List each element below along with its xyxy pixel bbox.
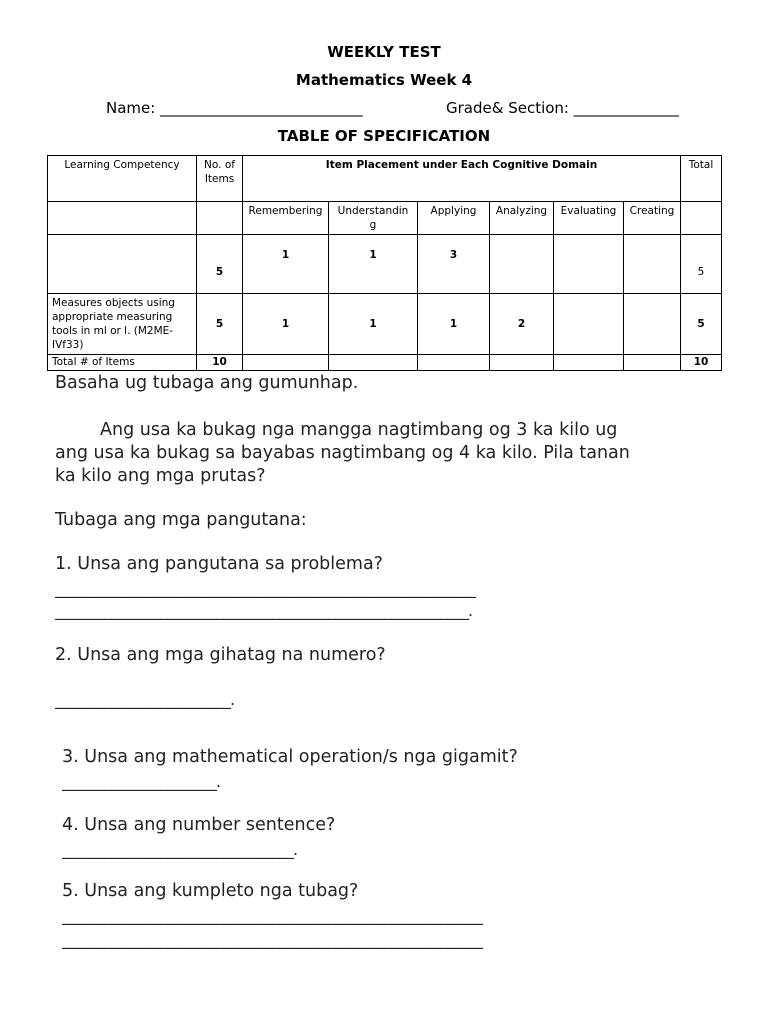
test-subtitle: Mathematics Week 4 bbox=[295, 71, 473, 89]
table-cell bbox=[681, 202, 722, 235]
answer-line: ___________________________________________________________. bbox=[55, 601, 473, 620]
domain-row bbox=[48, 202, 722, 235]
answer-line: ____________________________________________________________ bbox=[62, 906, 482, 925]
total-label: Total # of Items bbox=[48, 355, 197, 371]
header-no-of-items: No. of Items bbox=[197, 156, 243, 202]
answer-line: ____________________________________________________________ bbox=[55, 579, 475, 598]
total-total: 10 bbox=[681, 355, 722, 371]
table-cell bbox=[48, 202, 197, 235]
table-cell bbox=[554, 235, 624, 294]
question-2: 2. Unsa ang mga gihatag na numero? bbox=[55, 645, 386, 665]
table-header-row bbox=[48, 156, 722, 202]
row1-remembering: 1 bbox=[243, 235, 329, 294]
table-cell bbox=[624, 355, 681, 371]
tos-title: TABLE OF SPECIFICATION bbox=[277, 127, 491, 145]
table-cell bbox=[490, 355, 554, 371]
table-row bbox=[48, 235, 722, 294]
table-cell bbox=[554, 294, 624, 355]
table-cell bbox=[197, 202, 243, 235]
row2-items: 5 bbox=[197, 294, 243, 355]
total-items: 10 bbox=[197, 355, 243, 371]
domain-applying: Applying bbox=[418, 202, 490, 235]
row1-understanding: 1 bbox=[329, 235, 418, 294]
table-row bbox=[48, 294, 722, 355]
domain-creating: Creating bbox=[624, 202, 681, 235]
row2-remembering: 1 bbox=[243, 294, 329, 355]
word-problem-text: Ang usa ka bukag nga mangga nagtimbang og 3 ka kilo ug ang usa ka bukag sa bayabas nagtimbang og 4 ka kilo. Pila tanan ka kilo ang mga prutas? bbox=[55, 420, 630, 486]
instruction: Basaha ug tubaga ang gumunhap. bbox=[55, 373, 359, 393]
specification-table bbox=[47, 155, 722, 371]
header-total: Total bbox=[681, 156, 722, 202]
domain-remembering: Remembering bbox=[243, 202, 329, 235]
table-cell bbox=[624, 235, 681, 294]
table-cell bbox=[329, 355, 418, 371]
total-row bbox=[48, 355, 722, 371]
answer-line: ______________________. bbox=[62, 772, 221, 791]
row2-understanding: 1 bbox=[329, 294, 418, 355]
answer-line: _________________________________. bbox=[62, 840, 298, 859]
row1-applying: 3 bbox=[418, 235, 490, 294]
header-item-placement: Item Placement under Each Cognitive Domain bbox=[243, 156, 681, 202]
domain-understanding: Understandin g bbox=[329, 202, 418, 235]
row1-total: 5 bbox=[681, 235, 722, 294]
table-cell bbox=[624, 294, 681, 355]
header-competency: Learning Competency bbox=[48, 156, 197, 202]
row2-applying: 1 bbox=[418, 294, 490, 355]
table-cell bbox=[243, 355, 329, 371]
question-5: 5. Unsa ang kumpleto nga tubag? bbox=[62, 881, 359, 901]
row1-items: 5 bbox=[197, 235, 243, 294]
table-cell bbox=[418, 355, 490, 371]
row2-competency: Measures objects using appropriate measuring tools in ml or l. (M2ME-IVf33) bbox=[48, 294, 197, 355]
table-cell bbox=[490, 235, 554, 294]
table-cell bbox=[48, 235, 197, 294]
domain-analyzing: Analyzing bbox=[490, 202, 554, 235]
question-3: 3. Unsa ang mathematical operation/s nga gigamit? bbox=[62, 747, 518, 767]
question-1: 1. Unsa ang pangutana sa problema? bbox=[55, 554, 383, 574]
name-field-label: Name: ___________________________ bbox=[106, 99, 363, 117]
grade-section-field-label: Grade& Section: ______________ bbox=[446, 99, 679, 117]
row2-analyzing: 2 bbox=[490, 294, 554, 355]
table-cell bbox=[554, 355, 624, 371]
word-problem bbox=[55, 419, 655, 488]
answer-line: ____________________________________________________________ bbox=[62, 930, 482, 949]
domain-evaluating: Evaluating bbox=[554, 202, 624, 235]
answer-line: _________________________. bbox=[55, 690, 235, 709]
row2-total: 5 bbox=[681, 294, 722, 355]
test-title: WEEKLY TEST bbox=[327, 43, 441, 61]
question-4: 4. Unsa ang number sentence? bbox=[62, 815, 336, 835]
sub-instruction: Tubaga ang mga pangutana: bbox=[55, 510, 307, 530]
